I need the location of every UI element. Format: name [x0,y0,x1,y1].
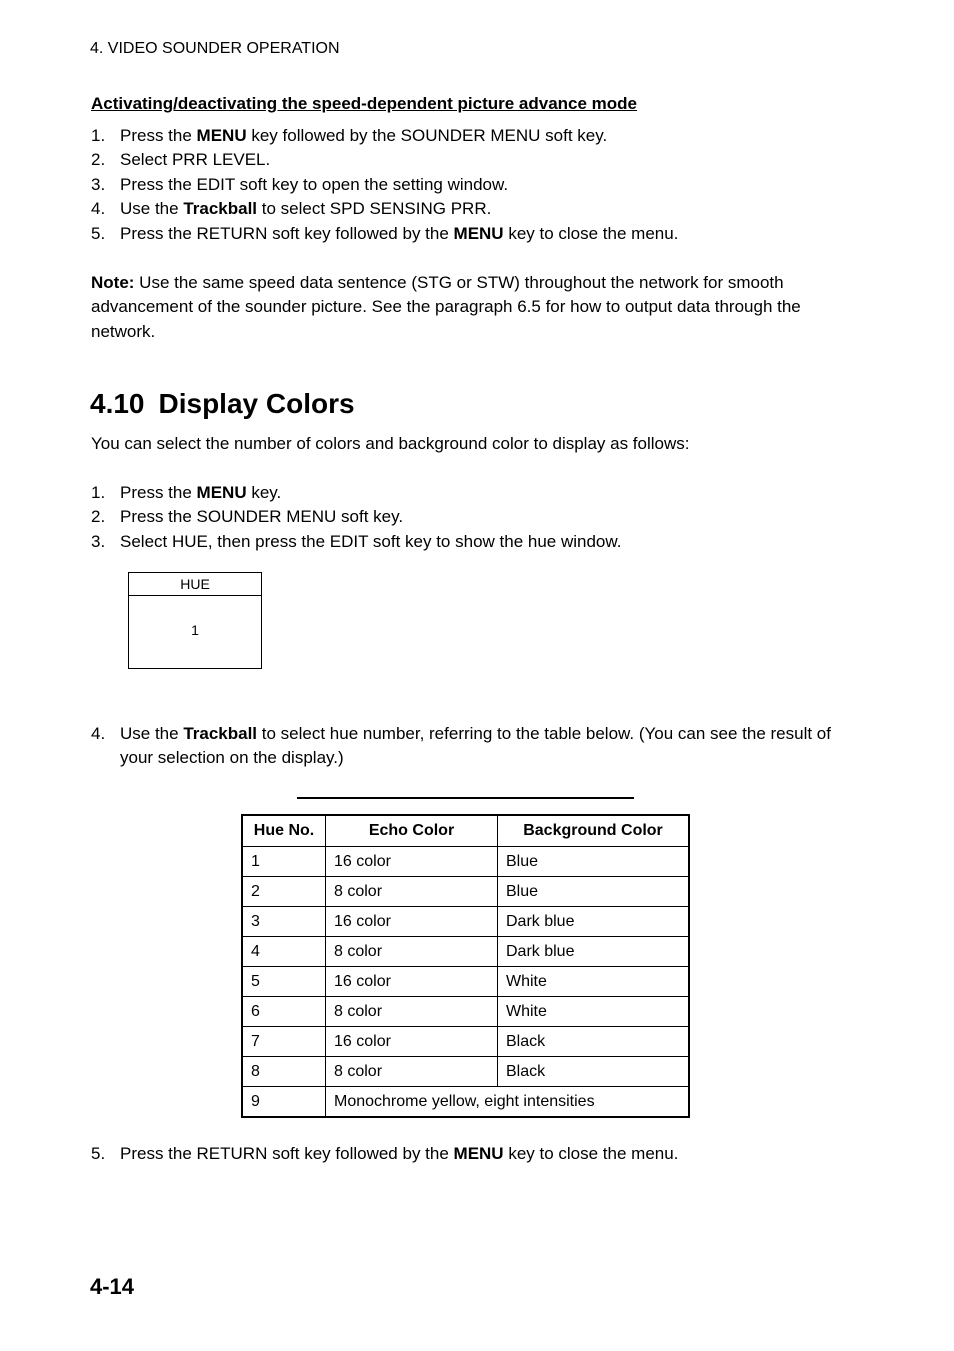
header-hue-no: Hue No. [242,815,326,847]
page-number: 4-14 [90,1274,135,1299]
table-row: 4 8 color Dark blue [242,937,689,967]
table-row: 7 16 color Black [242,1027,689,1057]
step-number: 5. [91,223,106,243]
hue-window [128,572,262,669]
step-number: 5. [91,1144,106,1163]
step-5: 5. Press the RETURN soft key followed by the MENU key to close the menu. [91,1144,679,1163]
table-row: 8 8 color Black [242,1057,689,1087]
note-label: Note: [91,273,135,292]
running-header: 4. VIDEO SOUNDER OPERATION [90,40,340,57]
table-row: 6 8 color White [242,997,689,1027]
steps-list-a [91,124,678,246]
table-row: 1 16 color Blue [242,847,689,877]
steps-list-b [91,481,621,554]
table-row: 3 16 color Dark blue [242,907,689,937]
step-number: 4. [91,199,106,219]
hue-window-value: 1 [191,622,199,638]
list-item: 1. Press the MENU key followed by the SOUNDER MENU soft key. [91,124,678,148]
step-number: 1. [91,126,106,145]
step-number: 2. [91,150,106,170]
hue-table [241,814,690,1118]
list-item: 4. Use the Trackball to select SPD SENSING PRR. [91,197,678,221]
intro-paragraph: You can select the number of colors and background color to display as follows: [91,434,690,453]
step-4: 4. Use the Trackball to select hue number, referring to the table below. (You can see the result of your selection on the display.) [91,724,831,768]
step-number: 4. [91,724,106,743]
table-row: 5 16 color White [242,967,689,997]
step-number: 1. [91,483,106,502]
section-title: 4.10 Display Colors [90,388,355,419]
table-rule [297,797,634,799]
list-item: 3. Press the EDIT soft key to open the setting window. [91,173,678,197]
list-item: 5. Press the RETURN soft key followed by the MENU key to close the menu. [91,222,678,246]
hue-window-title: HUE [129,573,261,596]
subheading: Activating/deactivating the speed-dependent picture advance mode [91,94,638,113]
table-row: 2 8 color Blue [242,877,689,907]
header-echo-color: Echo Color [326,815,498,847]
step-number: 2. [91,507,106,527]
step-number: 3. [91,174,106,194]
list-item: 1. Press the MENU key. [91,481,621,505]
table-row: 9 Monochrome yellow, eight intensities [242,1087,689,1118]
table-header-row [242,815,689,847]
step-number: 3. [91,531,106,551]
note-paragraph: Note: Use the same speed data sentence (STG or STW) throughout the network for smooth advancement of the sounder picture. See the paragraph 6.5 for how to output data through the network. [91,273,801,341]
list-item: 2. Press the SOUNDER MENU soft key. [91,505,621,529]
list-item: 2. Select PRR LEVEL. [91,148,678,172]
header-background-color: Background Color [498,815,690,847]
list-item: 3. Select HUE, then press the EDIT soft key to show the hue window. [91,530,621,554]
